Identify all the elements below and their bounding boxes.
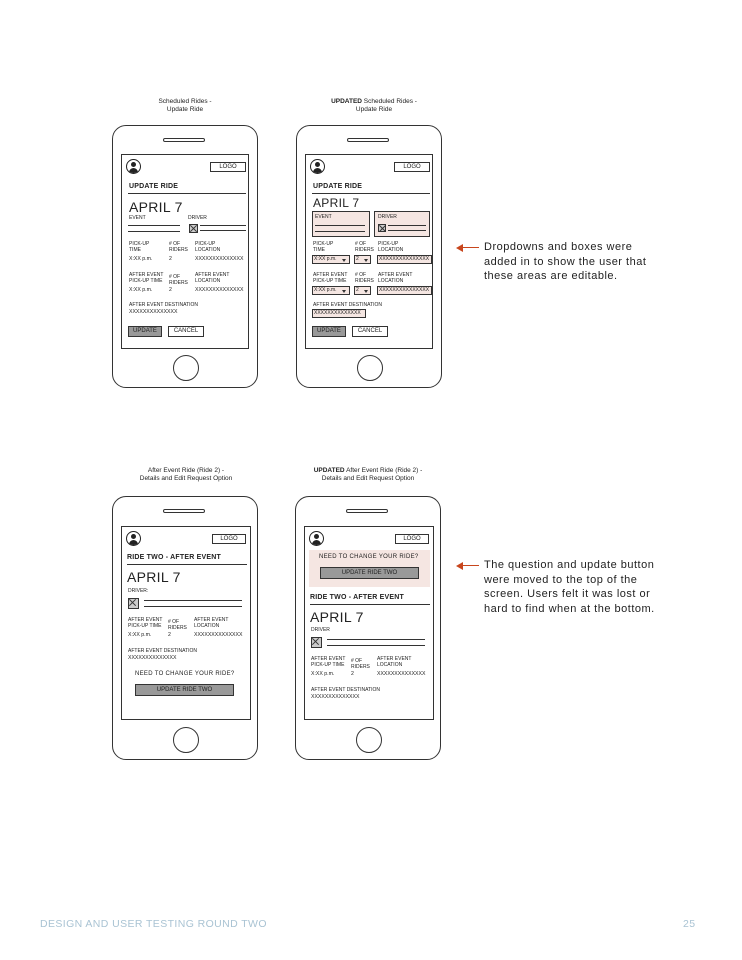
arrow-left-icon	[456, 244, 463, 252]
after-event-location-label: AFTER EVENT LOCATION	[377, 656, 412, 668]
logo: LOGO	[210, 162, 246, 172]
after-event-time-value: X:XX p.m.	[128, 632, 152, 638]
phone-frame	[296, 125, 442, 388]
change-ride-question: NEED TO CHANGE YOUR RIDE?	[319, 554, 419, 560]
driver-label: DRIVER	[378, 214, 397, 220]
phone-speaker	[163, 138, 205, 142]
after-event-time-label: AFTER EVENT PICK-UP TIME	[311, 656, 346, 668]
driver-line	[144, 600, 242, 601]
driver-line	[388, 225, 426, 226]
home-button[interactable]	[357, 355, 383, 381]
riders-label: # OF RIDERS	[355, 241, 374, 253]
user-avatar-icon[interactable]	[126, 159, 141, 174]
update-ride-two-button[interactable]: UPDATE RIDE TWO	[135, 684, 234, 696]
pickup-location-field[interactable]: XXXXXXXXXXXXXXX	[377, 255, 432, 264]
after-event-time-label: AFTER EVENT PICK-UP TIME	[128, 617, 163, 629]
after-riders-label: # OF RIDERS	[355, 272, 374, 284]
footer-title: DESIGN AND USER TESTING ROUND TWO	[40, 918, 267, 930]
phone-screen	[121, 526, 251, 720]
after-event-location-value: XXXXXXXXXXXXXX	[194, 632, 243, 638]
after-event-time-label: AFTER EVENT PICK-UP TIME	[129, 272, 164, 284]
destination-value: XXXXXXXXXXXXXX	[129, 309, 178, 315]
driver-photo-placeholder-icon	[128, 598, 139, 609]
arrow-left-icon	[456, 562, 463, 570]
driver-label: DRIVER:	[128, 588, 149, 594]
event-line	[315, 225, 365, 226]
divider	[128, 193, 246, 194]
after-event-time-value: X:XX p.m.	[311, 671, 335, 677]
caption-line: Details and Edit Request Option	[321, 475, 415, 482]
destination-value: XXXXXXXXXXXXXX	[311, 694, 360, 700]
after-riders-label: # OF RIDERS	[169, 274, 188, 286]
page-number: 25	[683, 918, 696, 930]
logo: LOGO	[212, 534, 246, 544]
event-line	[128, 225, 180, 226]
destination-value: XXXXXXXXXXXXXX	[128, 655, 177, 661]
cancel-button[interactable]: CANCEL	[352, 326, 388, 337]
cancel-button[interactable]: CANCEL	[168, 326, 204, 337]
user-avatar-icon[interactable]	[310, 159, 325, 174]
driver-label: DRIVER	[311, 627, 330, 633]
user-avatar-icon[interactable]	[126, 531, 141, 546]
caption-line: Update Ride	[166, 106, 204, 113]
riders-value: 2	[168, 632, 171, 638]
annotation-text: Dropdowns and boxes were added in to show the user that these areas are editable.	[484, 241, 647, 282]
event-label: EVENT	[129, 215, 146, 221]
after-event-location-label: AFTER EVENT LOCATION	[195, 272, 230, 284]
divider	[310, 604, 430, 605]
caption-line: UPDATED Scheduled Rides -	[331, 98, 417, 105]
panel-caption	[318, 98, 430, 114]
driver-line	[388, 230, 426, 231]
event-label: EVENT	[315, 214, 332, 220]
home-button[interactable]	[173, 355, 199, 381]
event-edit-box[interactable]	[312, 211, 370, 237]
update-button[interactable]: UPDATE	[128, 326, 162, 337]
phone-screen	[304, 526, 434, 720]
arrow-line	[462, 247, 479, 248]
pickup-time-dropdown[interactable]: X:XX p.m.	[312, 255, 350, 264]
change-ride-section	[309, 550, 430, 587]
after-event-time-value: X:XX p.m.	[129, 287, 153, 293]
phone-frame	[112, 125, 258, 388]
after-event-location-field[interactable]: XXXXXXXXXXXXXXX	[377, 286, 432, 295]
after-event-time-dropdown[interactable]: X:XX p.m.	[312, 286, 350, 295]
destination-label: AFTER EVENT DESTINATION	[313, 302, 382, 308]
caption-line: After Event Ride (Ride 2) -	[147, 467, 225, 474]
driver-photo-placeholder-icon	[378, 224, 386, 232]
logo: LOGO	[394, 162, 430, 172]
phone-screen	[305, 154, 433, 349]
phone-speaker	[163, 509, 205, 513]
riders-dropdown[interactable]: 2	[354, 255, 371, 264]
event-line	[315, 231, 365, 232]
annotation-text: The question and update button were moved to the top of the screen. Users felt it was lost or hard to find when at the bottom.	[484, 559, 655, 615]
phone-speaker	[347, 138, 389, 142]
destination-label: AFTER EVENT DESTINATION	[311, 687, 380, 693]
driver-line	[144, 606, 242, 607]
update-ride-two-button[interactable]: UPDATE RIDE TWO	[320, 567, 419, 579]
destination-label: AFTER EVENT DESTINATION	[129, 302, 198, 308]
driver-label: DRIVER	[188, 215, 207, 221]
page-title: RIDE TWO - AFTER EVENT	[310, 594, 404, 601]
chevron-down-icon	[342, 259, 346, 262]
home-button[interactable]	[173, 727, 199, 753]
panel-caption	[132, 98, 238, 114]
driver-line	[327, 639, 425, 640]
driver-line	[200, 230, 246, 231]
pickup-location-label: PICK-UP LOCATION	[378, 241, 404, 253]
change-ride-question: NEED TO CHANGE YOUR RIDE?	[135, 671, 235, 677]
phone-screen	[121, 154, 249, 349]
phone-frame	[295, 496, 441, 760]
driver-photo-placeholder-icon	[311, 637, 322, 648]
chevron-down-icon	[342, 290, 346, 293]
after-event-location-label: AFTER EVENT LOCATION	[194, 617, 229, 629]
after-event-location-value: XXXXXXXXXXXXXX	[377, 671, 426, 677]
driver-line	[327, 645, 425, 646]
page-title: RIDE TWO - AFTER EVENT	[127, 554, 221, 561]
update-button[interactable]: UPDATE	[312, 326, 346, 337]
after-event-location-label: AFTER EVENT LOCATION	[378, 272, 413, 284]
driver-photo-placeholder-icon	[189, 224, 198, 233]
after-riders-value: 2	[169, 287, 172, 293]
home-button[interactable]	[356, 727, 382, 753]
event-line	[128, 231, 180, 232]
pickup-location-label: PICK-UP LOCATION	[195, 241, 221, 253]
chevron-down-icon	[364, 290, 368, 293]
page-title: UPDATE RIDE	[313, 183, 363, 190]
phone-frame	[112, 496, 258, 760]
ride-date: APRIL 7	[127, 569, 181, 585]
riders-label: # OF RIDERS	[168, 619, 187, 631]
after-riders-dropdown[interactable]: 2	[354, 286, 371, 295]
destination-label: AFTER EVENT DESTINATION	[128, 648, 197, 654]
riders-label: # OF RIDERS	[351, 658, 370, 670]
page-title: UPDATE RIDE	[129, 183, 179, 190]
after-event-time-label: AFTER EVENT PICK-UP TIME	[313, 272, 348, 284]
destination-field[interactable]: XXXXXXXXXXXXXX	[312, 309, 366, 318]
riders-value: 2	[351, 671, 354, 677]
panel-caption	[124, 467, 248, 483]
divider	[312, 193, 430, 194]
ride-date: APRIL 7	[310, 609, 364, 625]
riders-label: # OF RIDERS	[169, 241, 188, 253]
pickup-location-value: XXXXXXXXXXXXXX	[195, 256, 244, 262]
after-event-location-value: XXXXXXXXXXXXXX	[195, 287, 244, 293]
chevron-down-icon	[364, 259, 368, 262]
ride-date: APRIL 7	[129, 199, 183, 215]
caption-line: UPDATED After Event Ride (Ride 2) -	[313, 467, 423, 474]
caption-line: Update Ride	[355, 106, 393, 113]
pickup-time-label: PICK-UP TIME	[129, 241, 150, 253]
ride-date: APRIL 7	[313, 196, 360, 210]
phone-speaker	[346, 509, 388, 513]
pickup-time-value: X:XX p.m.	[129, 256, 153, 262]
user-avatar-icon[interactable]	[309, 531, 324, 546]
driver-line	[200, 225, 246, 226]
caption-line: Details and Edit Request Option	[139, 475, 233, 482]
arrow-line	[462, 565, 479, 566]
pickup-time-label: PICK-UP TIME	[313, 241, 334, 253]
riders-value: 2	[169, 256, 172, 262]
driver-edit-box[interactable]	[374, 211, 430, 237]
divider	[127, 564, 247, 565]
logo: LOGO	[395, 534, 429, 544]
panel-caption	[306, 467, 430, 483]
caption-line: Scheduled Rides -	[158, 98, 212, 105]
